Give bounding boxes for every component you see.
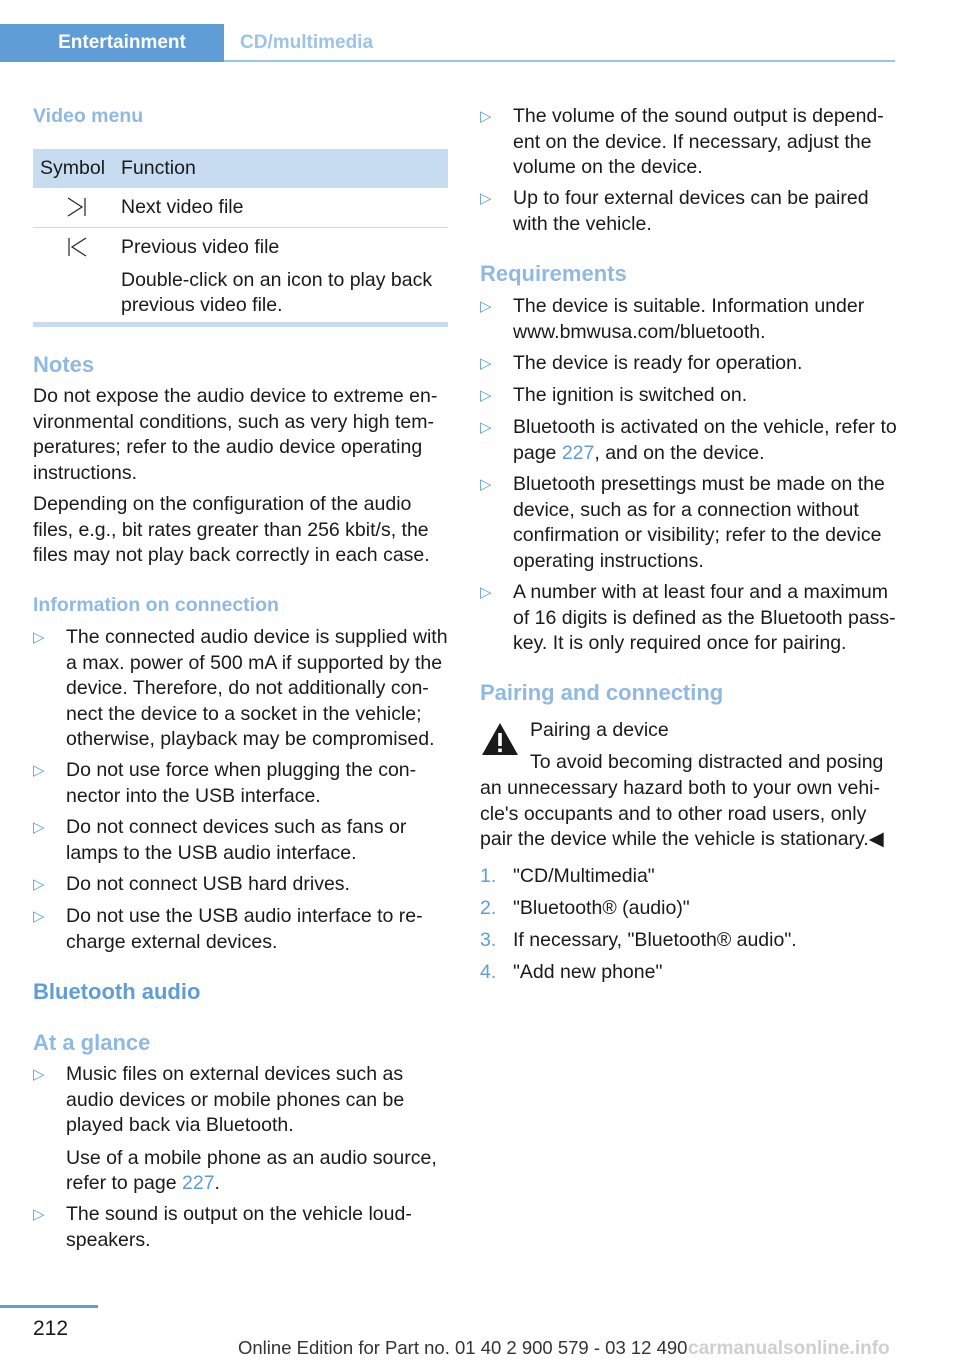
list-item: ▷ Up to four external devices can be paired with the vehicle. [480,186,898,237]
list-item: ▷ The sound is output on the vehicle loud-speakers. [33,1202,451,1253]
connection-heading: Information on connection [33,594,279,616]
bullet-icon: ▷ [33,819,45,836]
bullet-icon: ▷ [480,298,492,315]
page-number: 212 [33,1317,69,1340]
table-header [33,149,448,188]
bullet-icon: ▷ [480,476,492,493]
list-item: ▷ Bluetooth presettings must be made on the device, such as for a connection without confirmation or visibility; refer to the device operating instructions. [480,472,898,574]
header-rule [224,60,895,62]
bullet-icon: ▷ [33,629,45,646]
tab-cd-multimedia[interactable]: CD/multimedia [240,32,374,54]
list-item: 4. "Add new phone" [480,961,663,983]
requirements-heading: Requirements [480,261,627,286]
bullet-icon: ▷ [33,1066,45,1083]
warning-text: an unnecessary hazard both to your own vehi-cle's occupants and to other road users, only pair the device while the vehicle is stationary.◀ [480,777,884,850]
bullet-icon: ▷ [33,876,45,893]
page-link[interactable]: 227 [182,1172,215,1194]
list-item: 3. If necessary, "Bluetooth® audio". [480,929,797,951]
column-header-function: Function [121,156,196,179]
list-item: ▷ Do not connect devices such as fans or lamps to the USB audio interface. [33,815,451,866]
list-item: 1. "CD/Multimedia" [480,865,655,887]
table-cell: Next video file [121,196,244,218]
list-item: ▷ Do not use force when plugging the con-nector into the USB interface. [33,758,451,809]
bullet-icon: ▷ [480,387,492,404]
tab-entertainment[interactable]: Entertainment [0,24,224,62]
notes-heading: Notes [33,352,95,377]
edition-text: Online Edition for Part no. 01 40 2 900 579 - 03 12 490 [238,1337,688,1358]
list-item: 2. "Bluetooth® (audio)" [480,897,690,919]
bullet-icon: ▷ [480,108,492,125]
list-item: ▷ A number with at least four and a maximum of 16 digits is defined as the Bluetooth pass-key. It is only required once for pairing. [480,580,898,657]
header-tabs [0,24,895,62]
bullet-icon: ▷ [33,762,45,779]
list-item: ▷ The volume of the sound output is depend-ent on the device. If necessary, adjust the volume on the device. [480,104,898,181]
warning-icon [480,721,520,759]
next-video-icon [66,196,88,218]
video-menu-heading: Video menu [33,105,144,127]
list-item: ▷ The ignition is switched on. [480,383,898,409]
list-item: ▷ The device is suitable. Information under www.bmwusa.com/bluetooth. [480,294,898,345]
warning-title: Pairing a device [530,719,669,741]
bullet-icon: ▷ [33,1206,45,1223]
notes-paragraph-2: Depending on the configuration of the audio files, e.g., bit rates greater than 256 kbit/s, the files may not play back correctly in each case. [33,493,430,566]
list-item: ▷ Bluetooth is activated on the vehicle, refer to page 227, and on the device. [480,415,898,466]
notes-paragraph-1: Do not expose the audio device to extreme en-vironmental conditions, such as very high tem-peratures; refer to the audio device operating instructions. [33,385,438,484]
bullet-icon: ▷ [480,190,492,207]
list-item: ▷ Music files on external devices such as audio devices or mobile phones can be played back via Bluetooth. Use of a mobile phone as an audio source, refer to page 227. [33,1062,451,1197]
table-cell-note: Double-click on an icon to play back previous video file. [121,268,433,316]
previous-video-icon [66,236,88,258]
table-cell: Previous video file [121,236,280,258]
footer-rule [0,1305,98,1308]
bluetooth-heading: Bluetooth audio [33,979,201,1004]
page-link[interactable]: 227 [561,441,595,464]
bullet-icon: ▷ [33,908,45,925]
list-item: ▷ Do not connect USB hard drives. [33,872,451,898]
pairing-heading: Pairing and connecting [480,680,724,705]
bullet-icon: ▷ [480,419,492,436]
column-header-symbol: Symbol [40,156,106,179]
warning-text-line1: To avoid becoming distracted and posing [530,751,884,773]
table-bottom-rule [33,322,448,327]
at-a-glance-heading: At a glance [33,1030,151,1055]
list-item: ▷ The connected audio device is supplied with a max. power of 500 mA if supported by the device. Therefore, do not additionally con-nect the device to a socket in the vehicle; otherwise, playback may be compromised. [33,625,451,753]
table-row [33,188,448,228]
bullet-icon: ▷ [480,355,492,372]
list-item: ▷ Do not use the USB audio interface to re-charge external devices. [33,904,451,955]
bullet-icon: ▷ [480,584,492,601]
video-menu-table [33,149,448,327]
watermark: carmanualsonline.info [688,1338,890,1359]
list-item: ▷ The device is ready for operation. [480,351,898,377]
table-row [33,228,448,322]
